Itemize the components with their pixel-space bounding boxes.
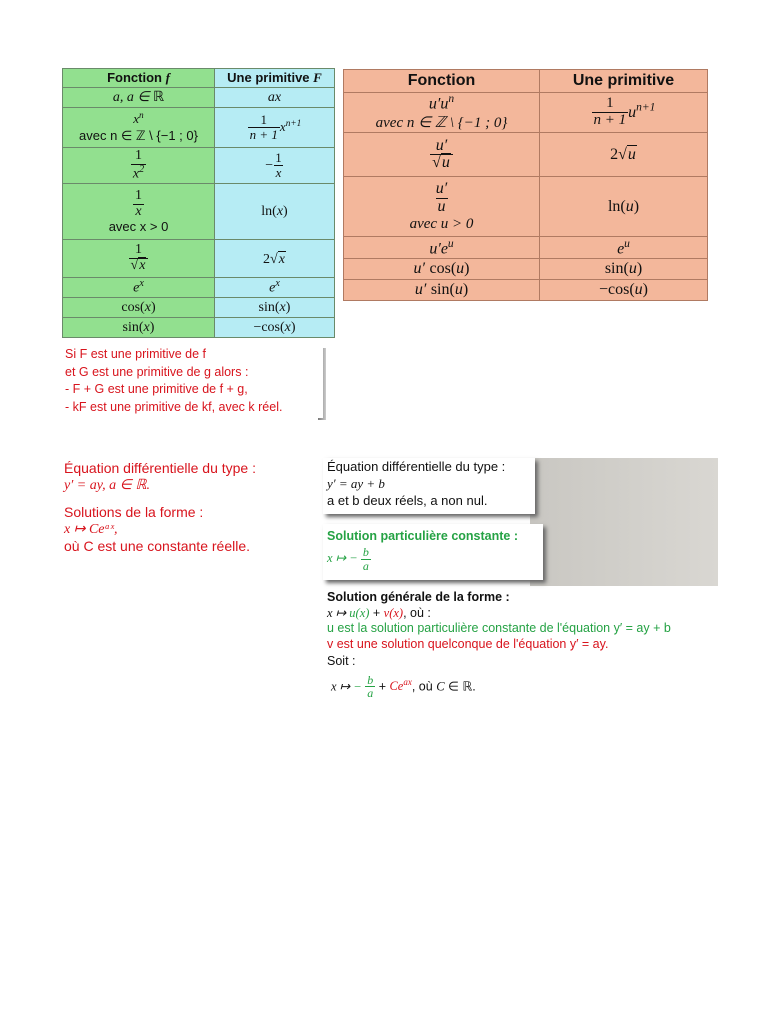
row-u-exp-f: $u'e^u$ [344,237,540,259]
row-inverse-square-F: − $\frac{1}{x}$ [215,148,335,184]
row-inverse-sqrt-f: $\frac{1}{√x}$ [63,240,215,278]
composite-primitives-table [343,69,708,301]
row-u-exp-F: $e^u$ [540,237,708,259]
row-u-inverse-F: ln(u) [540,177,708,237]
header-fonction: Fonction f [63,69,215,88]
row-inverse-sqrt-F: 2√x [215,240,335,278]
row-u-cos-F: sin(u) [540,259,708,280]
row-sin-f: sin(x) [63,318,215,338]
row-u-power-f: $u'u^n$ avec n ∈ ℤ \ {−1 ; 0} [344,93,540,133]
ode1-constant-note: où C est une constante réelle. [64,538,251,554]
ode1-solution: x ↦ Ceᵃˣ, [64,522,118,537]
ode2-particular: x ↦ − $\frac{b}{a}$ [327,545,369,573]
linearity-line-4: - kF est une primitive de kf, avec k réel. [65,399,283,414]
row-u-inverse-f: $\frac{u'}{u}$ avec u > 0 [344,177,540,237]
row-power-F: $\frac{1}{n + 1}$ $x^{n+1}$ [215,108,335,148]
ode1-solutions-title: Solutions de la forme : [64,504,204,520]
row-constant-f: a, a ∈ ℝ [63,88,215,108]
ode2-general-solution [327,590,747,700]
row-u-cos-f: u′ cos(u) [344,259,540,280]
header-primitive: Une primitive F [215,69,335,88]
row-sin-F: −cos(x) [215,318,335,338]
header-primitive-2: Une primitive [540,70,708,93]
header-fonction-2: Fonction [344,70,540,93]
ode2-equation: y′ = ay + b [327,476,385,491]
linearity-line-3: - F + G est une primitive de f + g, [65,382,248,396]
ode2-particular-title: Solution particulière constante : [327,529,518,543]
grey-background-band [530,458,718,586]
ode2-general-form: x ↦ u(x) + v(x), où : [327,605,431,620]
row-u-power-F: $\frac{1}{n + 1}$ $u^{n+1}$ [540,93,708,133]
ode2-final: x ↦ − $\frac{b}{a}$ + $Ce^{ax}$, où C ∈ ℝ. [331,672,476,701]
ode-homogeneous [64,460,256,555]
row-constant-F: ax [215,88,335,108]
row-u-sin-f: u′ sin(u) [344,280,540,301]
row-cos-f: cos(x) [63,298,215,318]
ode2-general-title: Solution générale de la forme : [327,590,510,604]
linearity-line-1: Si F est une primitive de f [65,347,207,361]
ode2-v-desc: v est une solution quelconque de l'équation y′ = ay. [327,636,609,651]
ode2-particular-box [323,524,543,580]
ode1-equation: y′ = ay, a ∈ ℝ. [64,478,150,493]
ode2-soit: Soit : [327,654,356,668]
ode1-title: Équation différentielle du type : [64,460,256,476]
linearity-line-2: et G est une primitive de g alors : [65,364,249,379]
primitives-table [62,68,335,338]
ode2-type-box [323,458,535,514]
ode2-condition: a et b deux réels, a non nul. [327,493,488,508]
row-exp-f: $e^x$ [63,278,215,298]
row-cos-F: sin(x) [215,298,335,318]
row-u-sin-F: −cos(u) [540,280,708,301]
row-exp-F: $e^x$ [215,278,335,298]
row-u-sqrt-F: 2√u [540,133,708,177]
row-inverse-f: $\frac{1}{x}$ avec x > 0 [63,184,215,240]
row-inverse-square-f: $\frac{1}{x^2}$ [63,148,215,184]
ode2-u-desc: u est la solution particulière constante de l'équation y′ = ay + b [327,621,671,635]
row-u-sqrt-f: $\frac{u'}{√u}$ [344,133,540,177]
row-inverse-F: ln(x) [215,184,335,240]
row-power-f: $x^n$ avec n ∈ ℤ \ {−1 ; 0} [63,108,215,148]
linearity-box [62,346,323,418]
ode2-title: Équation différentielle du type : [327,459,506,474]
